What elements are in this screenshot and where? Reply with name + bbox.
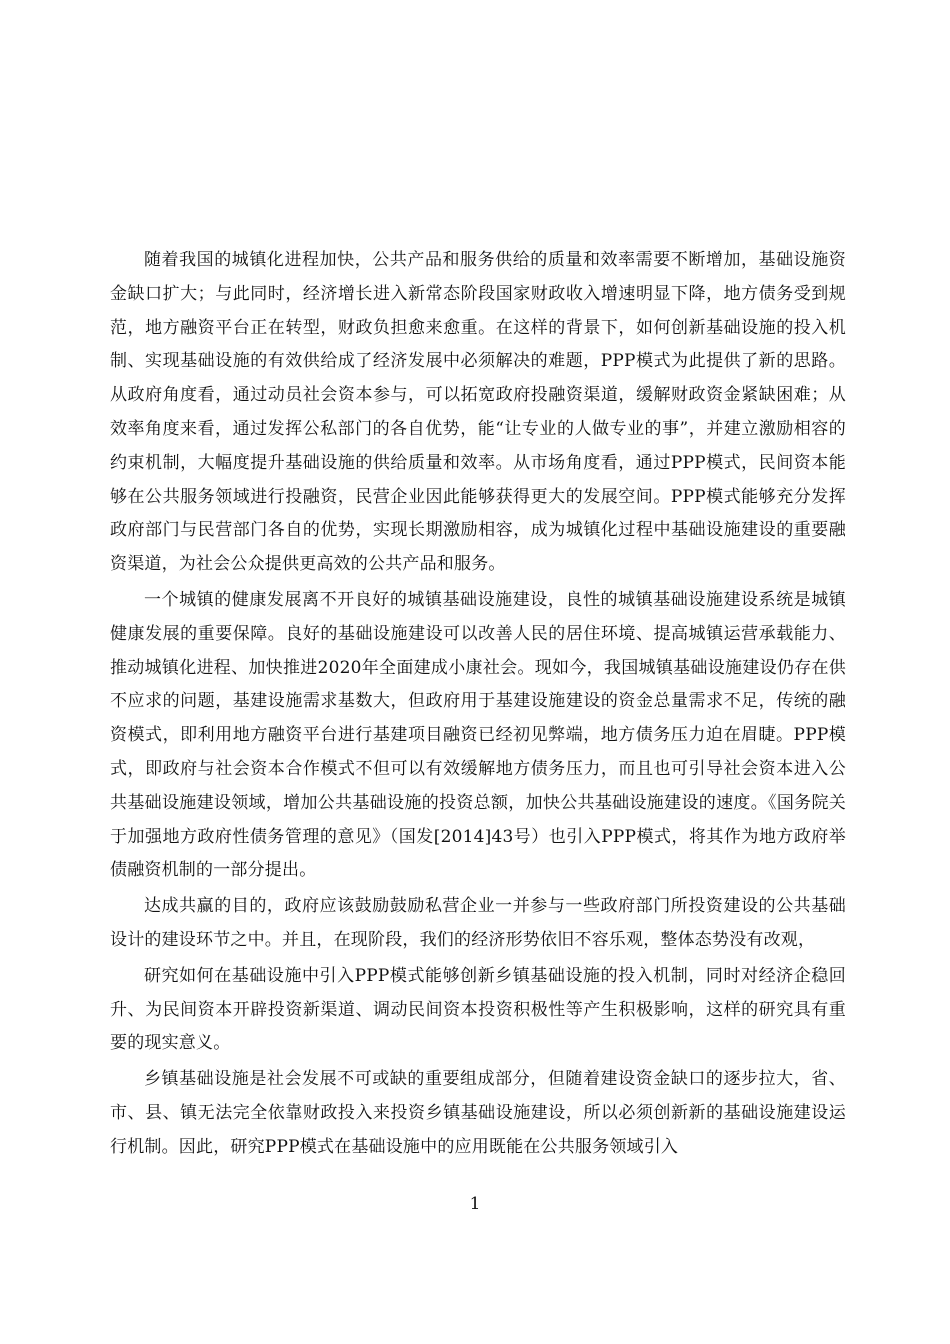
paragraph-3: 达成共赢的目的，政府应该鼓励鼓励私营企业一并参与一些政府部门所投资建设的公共基础设计的建设环节之中。并且，在现阶段，我们的经济形势依旧不容乐观，整体态势没有改观， — [110, 896, 846, 950]
body-text — [110, 244, 846, 1165]
paragraph-5: 乡镇基础设施是社会发展不可或缺的重要组成部分，但随着建设资金缺口的逐步拉大，省、市、县、镇无法完全依靠财政投入来投资乡镇基础设施建设，所以必须创新新的基础设施建设运行机制。因此，研究PPP模式在基础设施中的应用既能在公共服务领域引入 — [110, 1069, 846, 1157]
paragraph-2: 一个城镇的健康发展离不开良好的城镇基础设施建设，良性的城镇基础设施建设系统是城镇健康发展的重要保障。良好的基础设施建设可以改善人民的居住环境、提高城镇运营承载能力、推动城镇化进程、加快推进2020年全面建成小康社会。现如今，我国城镇基础设施建设仍存在供不应求的问题，基建设施需求基数大，但政府用于基建设施建设的资金总量需求不足，传统的融资模式，即利用地方融资平台进行基建项目融资已经初见弊端，地方债务压力迫在眉睫。PPP模式，即政府与社会资本合作模式不但可以有效缓解地方债务压力，而且也可引导社会资本进入公共基础设施建设领域，增加公共基础设施的投资总额，加快公共基础设施建设的速度。《国务院关于加强地方政府性债务管理的意见》（国发[2014]43号）也引入PPP模式，将其作为地方政府举债融资机制的一部分提出。 — [110, 589, 846, 881]
paragraph-4: 研究如何在基础设施中引入PPP模式能够创新乡镇基础设施的投入机制，同时对经济企稳回升、为民间资本开辟投资新渠道、调动民间资本投资积极性等产生积极影响，这样的研究具有重要的现实意义。 — [110, 965, 846, 1054]
paragraph-1: 随着我国的城镇化进程加快，公共产品和服务供给的质量和效率需要不断增加，基础设施资金缺口扩大；与此同时，经济增长进入新常态阶段国家财政收入增速明显下降，地方债务受到规范，地方融资平台正在转型，财政负担愈来愈重。在这样的背景下，如何创新基础设施的投入机制、实现基础设施的有效供给成了经济发展中必须解决的难题，PPP模式为此提供了新的思路。从政府角度看，通过动员社会资本参与，可以拓宽政府投融资渠道，缓解财政资金紧缺困难；从效率角度来看，通过发挥公私部门的各自优势，能“让专业的人做专业的事”，并建立激励相容的约束机制，大幅度提升基础设施的供给质量和效率。从市场角度看，通过PPP模式，民间资本能够在公共服务领域进行投融资，民营企业因此能够获得更大的发展空间。PPP模式能够充分发挥政府部门与民营部门各自的优势，实现长期激励相容，成为城镇化过程中基础设施建设的重要融资渠道，为社会公众提供更高效的公共产品和服务。 — [110, 250, 846, 575]
page-number: 1 — [469, 1194, 481, 1214]
